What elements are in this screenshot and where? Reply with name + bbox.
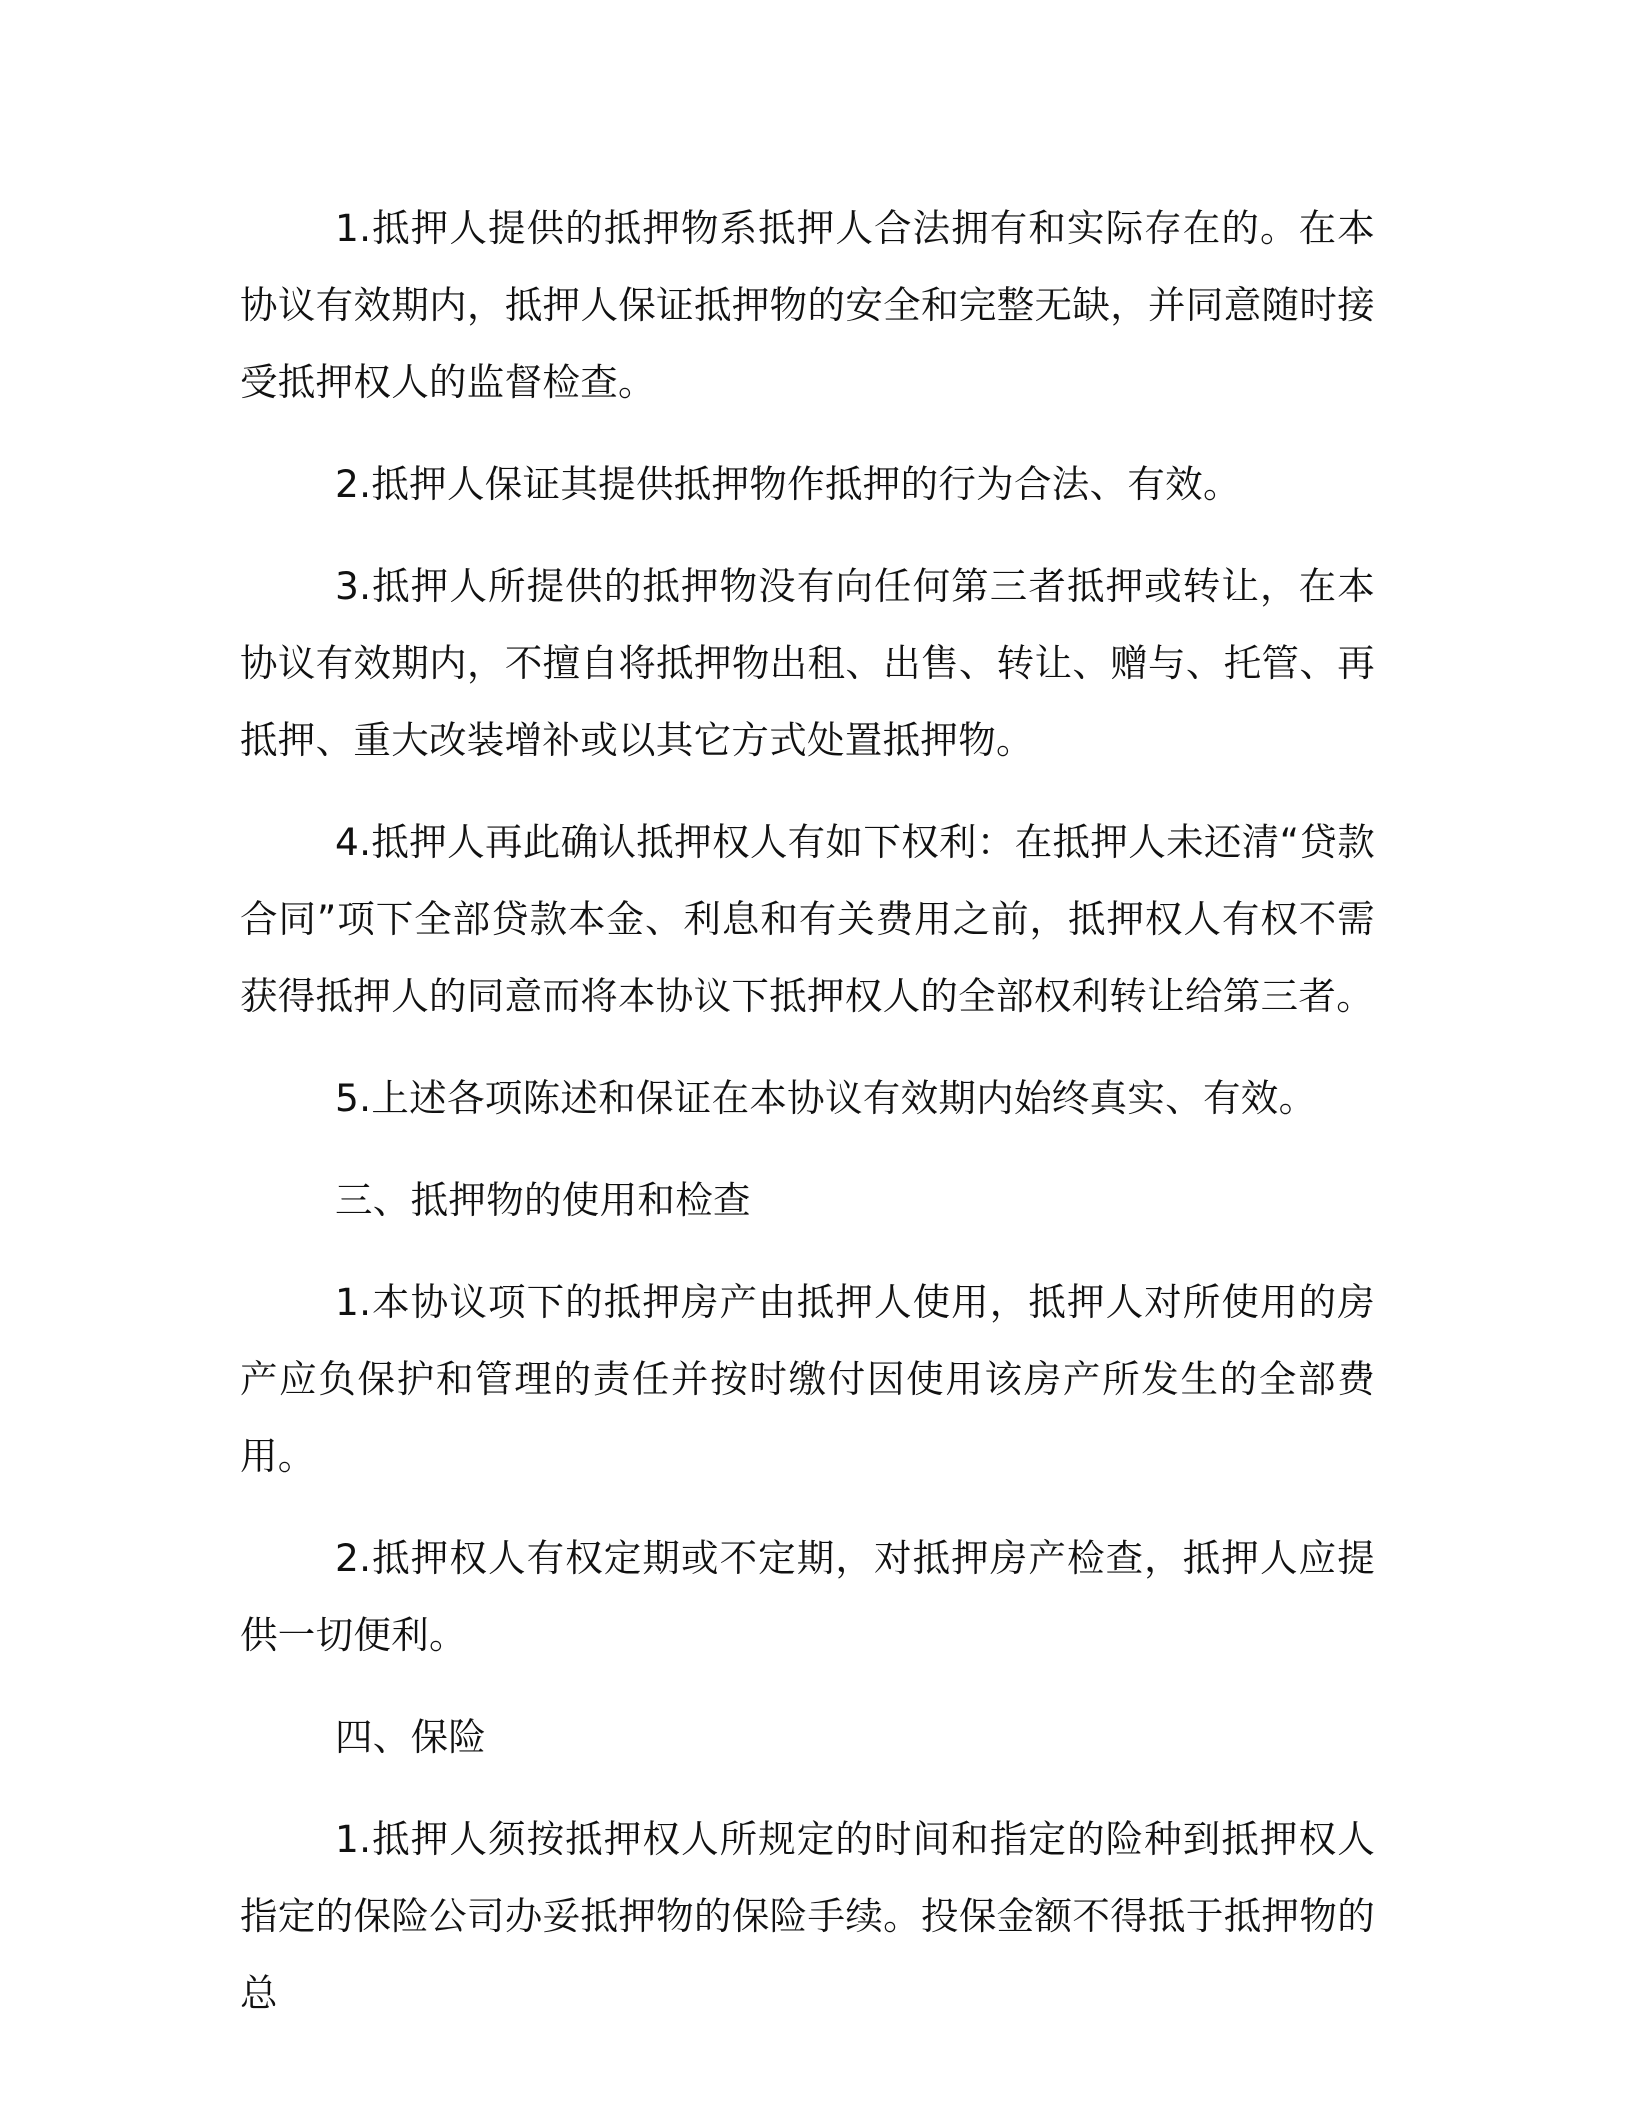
section-heading-4: 四、保险 (335, 1715, 487, 1759)
paragraph-3-1: 1.本协议项下的抵押房产由抵押人使用，抵押人对所使用的房产应负保护和管理的责任并按时缴付因使用该房产所发生的全部费用。 (240, 1280, 1375, 1478)
paragraph-4-1: 1.抵押人须按抵押权人所规定的时间和指定的险种到抵押权人指定的保险公司办妥抵押物的保险手续。投保金额不得抵于抵押物的总 (240, 1817, 1375, 2015)
paragraph-2-5: 5.上述各项陈述和保证在本协议有效期内始终真实、有效。 (335, 1076, 1317, 1120)
paragraph-2-3: 3.抵押人所提供的抵押物没有向任何第三者抵押或转让，在本协议有效期内，不擅自将抵押物出租、出售、转让、赠与、托管、再抵押、重大改装增补或以其它方式处置抵押物。 (240, 564, 1375, 762)
section-heading-3: 三、抵押物的使用和检查 (335, 1178, 751, 1222)
paragraph-2-2: 2.抵押人保证其提供抵押物作抵押的行为合法、有效。 (335, 462, 1241, 506)
paragraph-2-4: 4.抵押人再此确认抵押权人有如下权利：在抵押人未还清“贷款合同”项下全部贷款本金、利息和有关费用之前，抵押权人有权不需获得抵押人的同意而将本协议下抵押权人的全部权利转让给第三者。 (240, 820, 1375, 1018)
document-body (240, 190, 1375, 2057)
paragraph-3-2: 2.抵押权人有权定期或不定期，对抵押房产检查，抵押人应提供一切便利。 (240, 1536, 1375, 1657)
paragraph-2-1: 1.抵押人提供的抵押物系抵押人合法拥有和实际存在的。在本协议有效期内，抵押人保证抵押物的安全和完整无缺，并同意随时接受抵押权人的监督检查。 (240, 206, 1375, 404)
